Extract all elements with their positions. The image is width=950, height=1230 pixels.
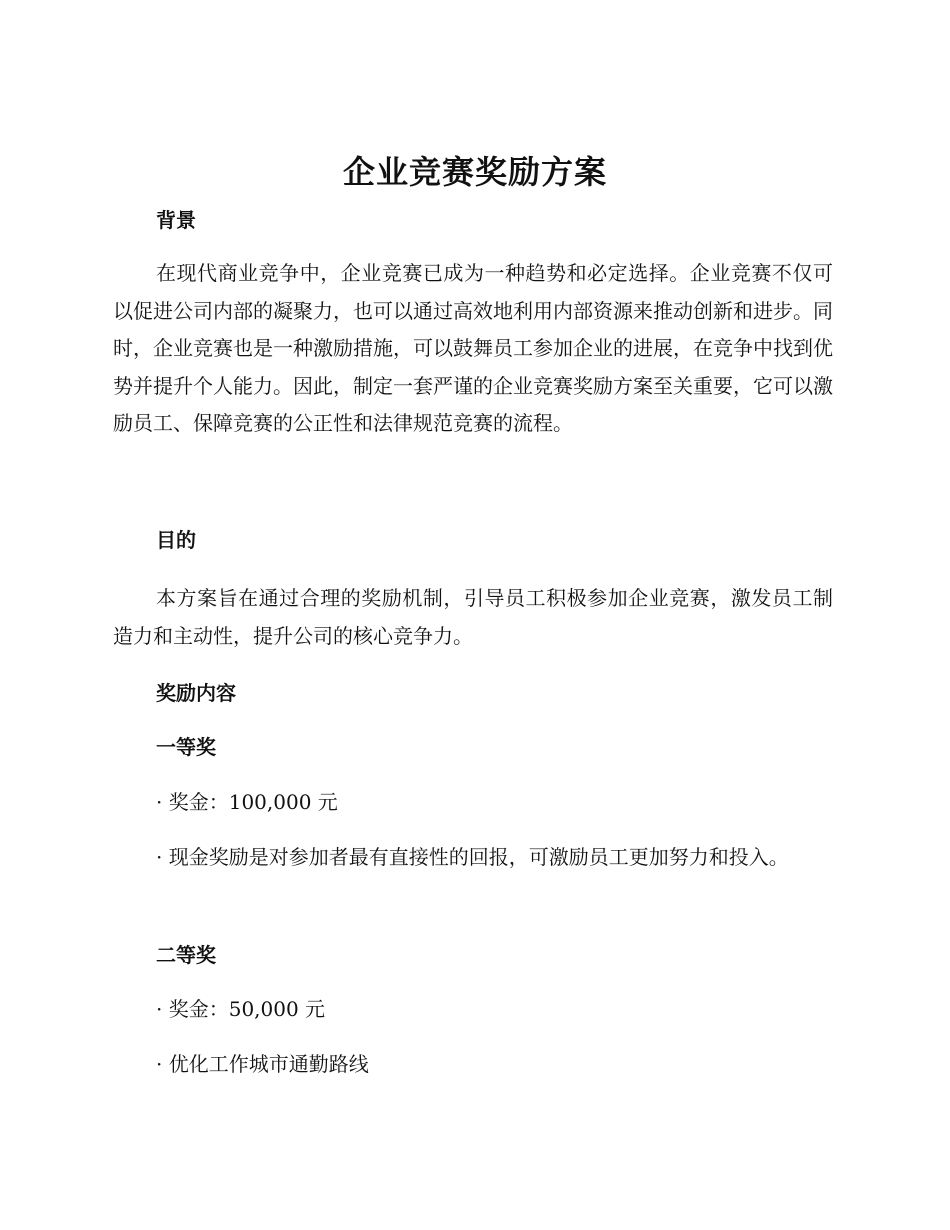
first-prize-bonus: · 奖金：100,000 元: [156, 790, 338, 814]
second-prize-bonus: · 奖金：50,000 元: [156, 997, 326, 1021]
first-prize-note: · 现金奖励是对参加者最有直接性的回报，可激励员工更加努力和投入。: [156, 845, 789, 869]
first-prize-heading: 一等奖: [156, 735, 216, 759]
second-prize-heading: 二等奖: [156, 943, 216, 967]
purpose-paragraph: 本方案旨在通过合理的奖励机制，引导员工积极参加企业竞赛，激发员工制造力和主动性，提升公司的核心竞争力。: [113, 586, 833, 648]
section-heading-background: 背景: [156, 208, 196, 232]
second-prize-note: · 优化工作城市通勤路线: [156, 1052, 369, 1076]
section-heading-rewards: 奖励内容: [156, 681, 236, 705]
section-heading-purpose: 目的: [156, 528, 196, 552]
background-paragraph: 在现代商业竞争中，企业竞赛已成为一种趋势和必定选择。企业竞赛不仅可以促进公司内部的凝聚力，也可以通过高效地利用内部资源来推动创新和进步。同时，企业竞赛也是一种激励措施，可以鼓舞员工参加企业的进展，在竞争中找到优势并提升个人能力。因此，制定一套严谨的企业竞赛奖励方案至关重要，它可以激励员工、保障竞赛的公正性和法律规范竞赛的流程。: [113, 261, 833, 435]
document-title: 企业竞赛奖励方案: [342, 153, 607, 191]
